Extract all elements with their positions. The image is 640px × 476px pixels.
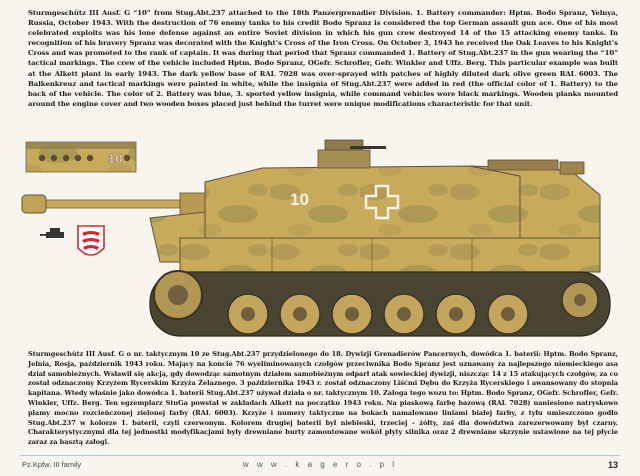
caption-english: Sturmgeschütz III Ausf. G “10” from Stug.Abt.237 attached to the 18th Panzergrenadier Division. 1. Battery commander: Hptm. Bodo Spranz, Yelnya, Russia, October 1943. With the destruction of 76 enemy tanks to his credit Bodo Spranz is considered the top German assault gun ace. One of his most celebrated exploits was his lone defense against an entire Soviet division in which his gun crew destroyed 14 of the 15 attacking enemy tanks. In recognition of his bravery Spranz was decorated with the Knight’s Cross of the Iron Cross. On October 3, 1943 he received the Oak Leaves to his Knight’s Cross and was promoted to the rank of captain. It was during that period that Spranz commanded 1. Battery of Stug.Abt.237 in the gun wearing the “10” tactical markings. The crew of the vehicle included Hptm. Bodo Spranz, OGefr. Schrofler, Gefr. Winkler and Uffz. Berg. This particular example was built at the Alkett plant in early 1943. The dark yellow base of RAL 7028 was over-sprayed with patches of highly diluted dark olive green RAL 6003. The Balkenkreuz and tactical markings were painted in white, while the insignia of Stug.Abt.237 were added in red (the official color of 1. Battery) to the back of the vehicle. The color of 2. Battery was blue, 3. sported yellow insignia, while command vehicles wore black markings. Wooden planks mounted around the engine cover and two wooden boxes placed just behind the turret were unique modifications characteristic for that unit.: [28, 9, 618, 108]
caption-polish: Sturmgeschütz III Ausf. G o nr. taktycznym 10 ze Stug.Abt.237 przydzielonego do 18. Dywizji Grenadierów Pancernych, dowódca 1. baterii: Hptm. Bodo Spranz, Jelnia, Rosja, październik 1943 roku. Mający na koncie 76 wyeliminowanych czołgów przeciwnika Bodo Spranz jest uznawany za najlepszego niemieckiego asa dział samobieżnych. Wsławił się akcją, gdy dowodząc samotnym działem samobieżnym odparł atak sowieckiej dywizji, niszcząc 14 z 15 atakujących czołgów, za co został odznaczony Krzyżem Rycerskim Krzyża Żelaznego. 3 października 1943 r. został odznaczony Liśćmi Dębu do Krzyża Rycerskiego i awansowany do stopnia kapitana. Wtedy właśnie jako dowódca 1. baterii Stug.Abt.237 używał działa o nr. taktycznym 10. Załoga tego wozu to: Hptm. Bodo Spranz, OGefr. Schrofler, Gefr. Winkler, Uffz. Berg. Ten egzemplarz StuGa powstał w zakładach Alkett na początku 1943 roku. Na piaskową farbę bazową (RAL 7028) naniesiono natryskowo plamy mocno rozcieńczonej zielonej farby (RAL 6003). Krzyże i numery taktyczne na bokach namalowano liniami białej farby, z tyłu umieszczono godło Stug.Abt.237 w kolorze 1. baterii, czyli czerwonym. Kolorem drugiej baterii był niebieski, trzeciej – żółty, zaś dla dowództwa zarezerwowany był czarny. Charakterystycznymi dla tej jednostki modyfikacjami były drewniane burty zamontowane wokół płyty silnika oraz 2 drewniane skrzynie ustawione na tej płycie zaraz za basztą załogi.: [28, 350, 618, 447]
side-tactical-number: 10: [290, 190, 309, 209]
footer-rule: [20, 455, 620, 456]
detail-tactical-number: 10: [108, 151, 123, 166]
footer-website: w w w . k a g e r o . p l: [242, 460, 398, 469]
footer-series: Pz.Kpfw. III family: [22, 460, 82, 469]
tank-silhouette-icon: [40, 228, 64, 238]
unit-insignia-icon: [78, 226, 104, 255]
detail-panel: [26, 142, 136, 172]
page-number: 13: [607, 460, 618, 470]
gun-barrel: [22, 193, 210, 215]
